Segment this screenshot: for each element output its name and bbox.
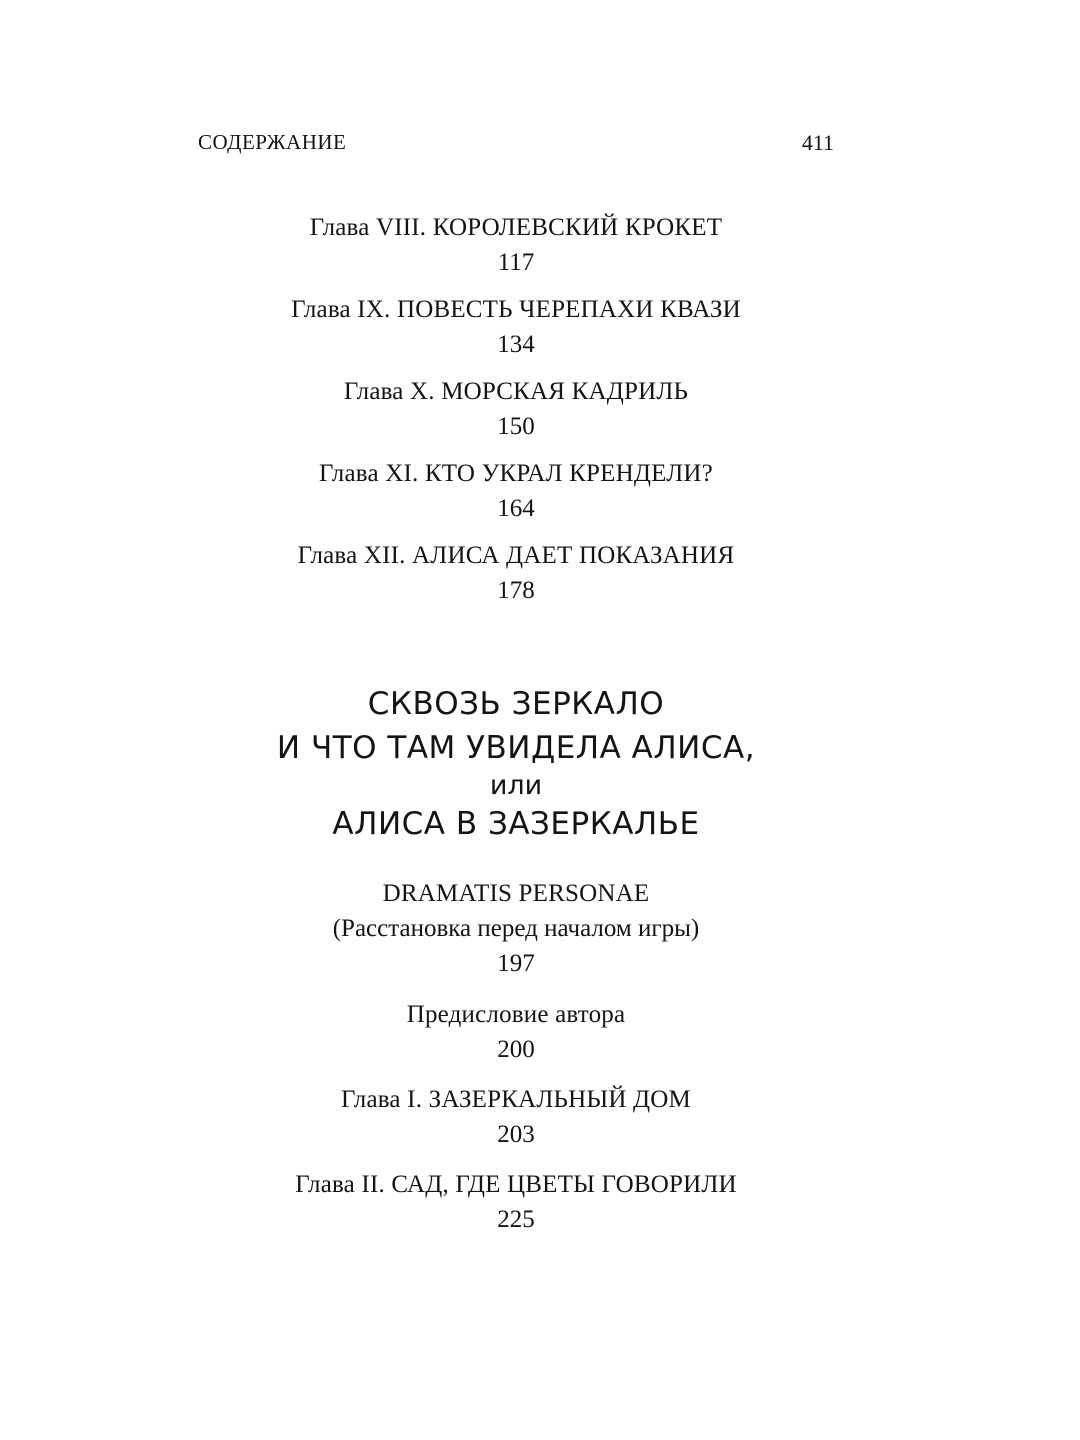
toc-entry-dramatis-personae [0, 876, 1032, 981]
book-title-line-1: СКВОЗЬ ЗЕРКАЛО [367, 686, 665, 722]
toc-entry-chapter-11 [0, 456, 1032, 526]
book-title-line-4: АЛИСА В ЗАЗЕРКАЛЬЕ [332, 806, 700, 842]
toc-entry-chapter-10 [0, 374, 1032, 444]
page-number: 411 [801, 130, 834, 155]
toc-entry-title: Глава II. САД, ГДЕ ЦВЕТЫ ГОВОРИЛИ [295, 1171, 737, 1198]
toc-entry-chapter-1 [0, 1082, 1032, 1152]
toc-entry-title: Глава IX. ПОВЕСТЬ ЧЕРЕПАХИ КВАЗИ [291, 296, 741, 323]
toc-entry-page: 150 [497, 413, 535, 440]
book-title [0, 682, 1032, 846]
toc-entry-subtitle: (Расстановка перед началом игры) [332, 915, 700, 942]
running-head [198, 130, 834, 160]
toc-entry-preface [0, 997, 1032, 1067]
toc-entry-title: DRAMATIS PERSONAE [382, 880, 650, 907]
toc-entry-title: Глава X. МОРСКАЯ КАДРИЛЬ [343, 378, 689, 405]
book-title-line-2: И ЧТО ТАМ УВИДЕЛА АЛИСА, [276, 730, 756, 766]
toc-entry-chapter-9 [0, 292, 1032, 362]
toc-entry-title: Глава VIII. КОРОЛЕВСКИЙ КРОКЕТ [309, 214, 723, 241]
toc-entry-page: 164 [497, 495, 535, 522]
toc-entry-page: 197 [497, 950, 535, 977]
book-title-or: или [489, 770, 543, 801]
toc-entry-page: 225 [497, 1206, 535, 1233]
toc-entry-chapter-2 [0, 1167, 1032, 1237]
toc-entry-page: 134 [497, 331, 535, 358]
toc-entry-title: Глава XII. АЛИСА ДАЕТ ПОКАЗАНИЯ [297, 542, 735, 569]
toc-entry-page: 203 [497, 1121, 535, 1148]
toc-entry-title: Глава XI. КТО УКРАЛ КРЕНДЕЛИ? [319, 460, 713, 487]
toc-entry-page: 200 [497, 1036, 535, 1063]
toc-entry-page: 117 [497, 249, 535, 276]
toc-entry-title: Предисловие автора [406, 1001, 626, 1028]
toc-entry-title: Глава I. ЗАЗЕРКАЛЬНЫЙ ДОМ [341, 1086, 691, 1113]
running-title: СОДЕРЖАНИЕ [198, 130, 347, 154]
toc-entry-chapter-8 [0, 210, 1032, 280]
toc-entry-page: 178 [497, 577, 535, 604]
toc-entry-chapter-12 [0, 538, 1032, 608]
